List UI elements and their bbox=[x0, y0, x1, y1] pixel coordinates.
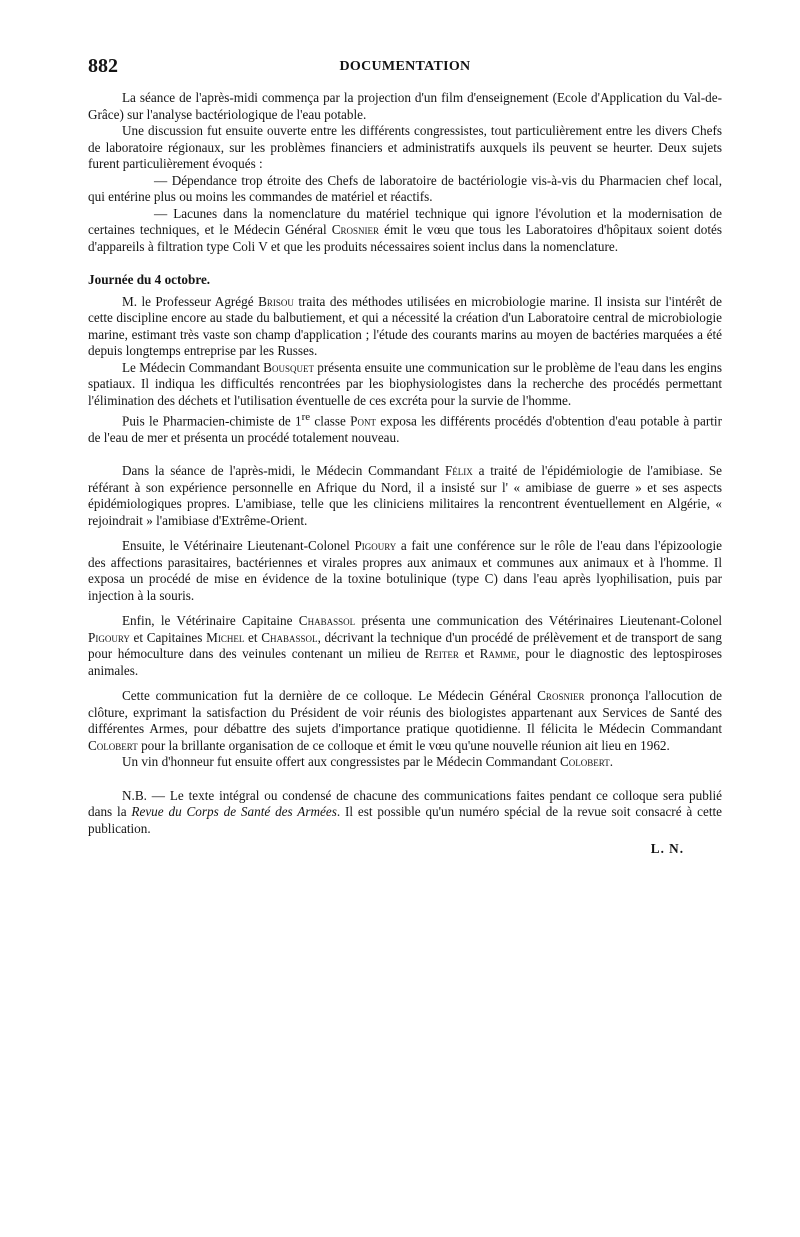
paragraph-closing bbox=[88, 688, 722, 754]
person-name: Crosnier bbox=[537, 688, 585, 704]
person-name: Colobert bbox=[88, 737, 138, 753]
person-name: Colobert bbox=[559, 754, 610, 770]
text-run: La séance de l'après-midi commença par la projection d'un film d'enseignement (Ecole d'Application du Val-de-Grâce) sur l'analyse bactériologique de l'eau potable. bbox=[88, 90, 722, 122]
text-run: pour la brillante organisation de ce colloque et émit le vœu qu'une nouvelle réunion ait lieu en 1962. bbox=[137, 737, 670, 753]
text-run: Le Médecin Commandant bbox=[122, 359, 264, 375]
text-run: — Lacunes dans la nomenclature du matériel technique qui ignore l'évolution et la modernisation de certaines techniques, et le Médecin Général bbox=[88, 205, 722, 237]
paragraph-pigoury bbox=[88, 538, 722, 604]
person-name: Félix bbox=[444, 463, 473, 479]
signature: L. N. bbox=[650, 841, 684, 857]
text-run: M. le Professeur Agrégé bbox=[122, 293, 259, 309]
text-run: et bbox=[458, 646, 480, 662]
running-head: DOCUMENTATION bbox=[339, 59, 471, 74]
text-run: a traité de l'épidémiologie de l'amibiase. Se référant à son expérience personnelle en Afrique du Nord, il a insisté sur l' « amibiase de guerre » et ses aspects épidémiologiques propres. L'amibiase, telle que les cliniciens militaires la rencontrent éventuellement en Algérie, « rejoindrait » l'amibiase d'Extrême-Orient. bbox=[88, 463, 723, 528]
page-header bbox=[88, 55, 722, 83]
text-run: , décrivant la technique d'un procédé de prélèvement et de transport de sang pour hémoculture dans des veinules contenant un milieu de bbox=[88, 629, 722, 662]
paragraph-pont bbox=[88, 409, 722, 446]
paragraph-dash-1 bbox=[88, 173, 722, 206]
journal-title: Revue du Corps de Santé des Armées bbox=[131, 804, 337, 820]
section-title: Journée du 4 octobre. bbox=[88, 272, 211, 287]
person-name: Michel bbox=[206, 629, 245, 645]
person-name: Chabassol bbox=[261, 629, 318, 645]
text-run: Dans la séance de l'après-midi, le Médecin Commandant bbox=[122, 463, 445, 479]
article-body bbox=[88, 90, 722, 858]
text-run: Un vin d'honneur fut ensuite offert aux congressistes par le Médecin Commandant bbox=[122, 754, 560, 770]
paragraph-discussion bbox=[88, 123, 722, 173]
paragraph-film bbox=[88, 90, 722, 123]
text-run: émit le vœu que tous les Laboratoires d'hôpitaux soient dotés d'appareils à filtration type Coli V et que les produits nécessaires soient inclus dans la nomenclature. bbox=[88, 222, 722, 254]
text-run: et bbox=[244, 629, 262, 645]
text-run: Ensuite, le Vétérinaire Lieutenant-Colonel bbox=[122, 538, 355, 554]
person-name: Pont bbox=[350, 413, 377, 429]
person-name: Pigoury bbox=[354, 538, 397, 554]
text-run: Puis le Pharmacien-chimiste de 1 bbox=[122, 413, 302, 429]
person-name: Reiter bbox=[424, 646, 459, 662]
person-name: Chabassol bbox=[298, 613, 356, 629]
text-run: Cette communication fut la dernière de ce colloque. Le Médecin Général bbox=[122, 688, 538, 704]
text-run: et Capitaines bbox=[129, 629, 207, 645]
paragraph-chabassol bbox=[88, 613, 722, 679]
paragraph-felix bbox=[88, 463, 722, 529]
text-run: , pour le diagnostic des leptospiroses animales. bbox=[88, 646, 722, 678]
paragraph-reception bbox=[88, 754, 722, 771]
text-run: prononça l'allocution de clôture, exprimant la satisfaction du Président de voir réunis des biologistes appartenant aux Services de Santé des différentes Armes, pour débattre des sujets d'importance pratique quotidienne. Il félicita le Médecin Commandant bbox=[88, 688, 722, 737]
person-name: Brisou bbox=[258, 293, 294, 309]
paragraph-bousquet bbox=[88, 360, 722, 410]
page-number: 882 bbox=[88, 55, 118, 77]
text-run: présenta une communication des Vétérinaires Lieutenant-Colonel bbox=[355, 613, 723, 629]
text-run: a fait une conférence sur le rôle de l'eau dans l'épizoologie des affections parasitaires, bactériennes et virales propres aux animaux et communes aux animaux et à l'homme. Il exposa un procédé de mise en évidence de la toxine botulinique (type C) dans l'eau après lyophilisation, puis par injection à la souris. bbox=[88, 538, 722, 603]
text-run: . Il est possible qu'un numéro spécial de la revue soit consacré à cette publication. bbox=[88, 804, 722, 836]
text-run: — Dépendance trop étroite des Chefs de laboratoire de bactériologie vis-à-vis du Pharmacien chef local, qui entérine plus ou moins les commandes de matériel et réactifs. bbox=[88, 172, 722, 204]
text-run: Enfin, le Vétérinaire Capitaine bbox=[122, 613, 299, 629]
text-run: exposa les différents procédés d'obtention d'eau potable à partir de l'eau de mer et présenta un procédé totalement nouveau. bbox=[88, 413, 722, 445]
text-run: classe bbox=[310, 413, 351, 429]
text-run: . bbox=[609, 754, 614, 770]
text-run: présenta ensuite une communication sur le problème de l'eau dans les engins spatiaux. Il indiqua les difficultés rencontrées par les biophysiologistes dans la recherche des procédés permettant l'élimination des déchets et l'utilisation éventuelle de ces excréta pour la survie de l'homme. bbox=[88, 359, 722, 408]
paragraph-nb bbox=[88, 788, 722, 838]
person-name: Crosnier bbox=[331, 222, 380, 237]
person-name: Pigoury bbox=[88, 629, 130, 645]
text-run: N.B. — Le texte intégral ou condensé de chacune des communications faites pendant ce colloque sera publié dans la bbox=[88, 787, 722, 820]
text-run: traita des méthodes utilisées en microbiologie marine. Il insista sur l'intérêt de cette discipline encore au stade du balbutiement, et qui a nécessité la création d'un Laboratoire central de microbiologie marine, estimant très vaste son champ d'application ; l'étude des courants marins au moyen de bactéries marquées a été depuis longtemps entreprise par les Russes. bbox=[88, 293, 722, 358]
person-name: Ramme bbox=[479, 646, 517, 662]
paragraph-dash-2 bbox=[88, 206, 722, 256]
text-run: Une discussion fut ensuite ouverte entre les différents congressistes, tout particulièrement entre les divers Chefs de laboratoire régionaux, sur les problèmes financiers et administratifs auxquels ils peuvent se heurter. Deux sujets furent particulièrement évoqués : bbox=[88, 123, 722, 171]
person-name: Bousquet bbox=[263, 359, 314, 375]
ordinal-superscript: re bbox=[301, 411, 311, 423]
paragraph-brisou bbox=[88, 294, 722, 360]
